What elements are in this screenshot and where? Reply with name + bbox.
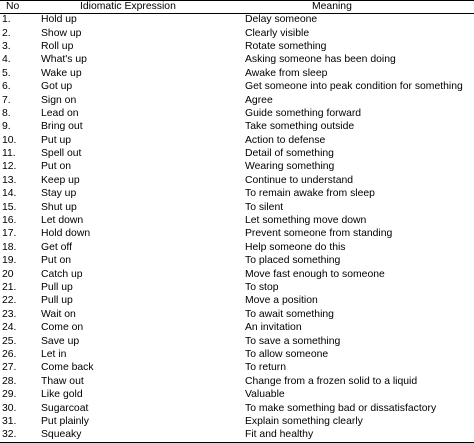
table-row xyxy=(0,107,474,120)
meaning: Action to defense xyxy=(245,134,326,146)
idiomatic-expression: Spell out xyxy=(41,148,82,160)
row-number: 27. xyxy=(2,362,17,374)
table-row xyxy=(0,94,474,107)
idiomatic-expression: Put on xyxy=(41,255,72,267)
meaning: Detail of something xyxy=(245,148,334,160)
meaning: Wearing something xyxy=(245,161,335,173)
table-row xyxy=(0,201,474,214)
table-row xyxy=(0,174,474,187)
row-number: 3. xyxy=(2,40,11,52)
table-row xyxy=(0,362,474,375)
meaning: Get someone into peak condition for something xyxy=(245,81,463,93)
idiomatic-expression: Roll up xyxy=(41,40,74,52)
meaning: Prevent someone from standing xyxy=(245,228,393,240)
row-number: 8. xyxy=(2,107,11,119)
table-row xyxy=(0,40,474,53)
table-row xyxy=(0,228,474,241)
row-number: 11. xyxy=(2,148,16,160)
table-row xyxy=(0,54,474,67)
table-row xyxy=(0,255,474,268)
idiomatic-expression: Sugarcoat xyxy=(41,402,89,414)
table-row xyxy=(0,375,474,388)
idiomatic-expression: Sign on xyxy=(41,94,77,106)
row-number: 14. xyxy=(2,188,17,200)
idiomatic-expression: Show up xyxy=(41,27,82,39)
idiomatic-expression: Put plainly xyxy=(41,415,89,427)
idiomatic-expression: Like gold xyxy=(41,389,83,401)
row-number: 25. xyxy=(2,335,17,347)
table-row xyxy=(0,214,474,227)
idiomatic-expression: Lead on xyxy=(41,107,79,119)
meaning: To stop xyxy=(245,282,279,293)
meaning: To allow someone xyxy=(245,348,329,360)
idiomatic-expression: Come on xyxy=(41,322,84,334)
table-row xyxy=(0,67,474,80)
row-number: 18. xyxy=(2,241,17,253)
idiomatic-expression: Pull up xyxy=(41,282,73,293)
meaning: Agree xyxy=(245,94,273,106)
meaning: Take something outside xyxy=(245,121,355,133)
meaning: Help someone do this xyxy=(245,241,346,253)
row-number: 16. xyxy=(2,215,17,227)
idiomatic-expression: Get off xyxy=(41,241,72,253)
meaning: To save a something xyxy=(245,335,341,347)
row-number: 13. xyxy=(2,174,17,186)
row-number: 29. xyxy=(2,389,17,401)
row-number: 7. xyxy=(2,94,11,106)
idiomatic-expression: Put up xyxy=(41,134,72,146)
meaning: Change from a frozen solid to a liquid xyxy=(245,375,418,387)
idiomatic-expression: Put on xyxy=(41,161,72,173)
idiomatic-expression: Squeaky xyxy=(38,429,240,442)
header-idiomatic-expression: Idiomatic Expression xyxy=(38,1,240,14)
header-meaning: Meaning xyxy=(240,1,474,14)
table-body xyxy=(0,14,474,443)
meaning: To await something xyxy=(245,308,334,320)
idiomatic-expression: Shut up xyxy=(41,201,77,213)
table-row xyxy=(0,27,474,40)
table-row xyxy=(0,335,474,348)
meaning: Awake from sleep xyxy=(245,67,328,79)
idiomatic-expression: Save up xyxy=(41,335,80,347)
idiomatic-expression: Hold up xyxy=(41,14,77,26)
meaning: Let something move down xyxy=(245,215,367,227)
meaning: Continue to understand xyxy=(245,174,354,186)
meaning: Valuable xyxy=(245,389,285,401)
row-number: 30. xyxy=(2,402,17,414)
table-row xyxy=(0,14,474,27)
table-row xyxy=(0,80,474,93)
table-row xyxy=(0,429,474,442)
row-number: 2. xyxy=(2,27,11,39)
row-number: 22. xyxy=(2,295,17,307)
meaning: Fit and healthy xyxy=(240,429,474,442)
idiomatic-expression: Keep up xyxy=(41,174,80,186)
table-row xyxy=(0,295,474,308)
table-header xyxy=(0,1,474,14)
table-row xyxy=(0,268,474,281)
idiomatic-expression: Let in xyxy=(41,348,67,360)
idiomatic-expression: Wake up xyxy=(41,67,82,79)
row-number: 5. xyxy=(2,67,11,79)
table-row xyxy=(0,134,474,147)
row-number: 15. xyxy=(2,201,17,213)
row-number: 17. xyxy=(2,228,17,240)
meaning: Clearly visible xyxy=(245,27,310,39)
meaning: Move a position xyxy=(245,295,318,307)
row-number: 20 xyxy=(2,268,14,280)
meaning: To return xyxy=(245,362,287,374)
row-number: 26. xyxy=(2,348,17,360)
meaning: To silent xyxy=(245,201,284,213)
table-row xyxy=(0,321,474,334)
meaning: Rotate something xyxy=(245,40,327,52)
idiomatic-expression: Come back xyxy=(41,362,94,374)
table-row xyxy=(0,161,474,174)
row-number: 9. xyxy=(2,121,11,133)
meaning: Asking someone has been doing xyxy=(245,54,396,66)
table-row xyxy=(0,348,474,361)
idiomatic-expression: Pull up xyxy=(41,295,73,307)
idiomatic-expression: Thaw out xyxy=(41,375,84,387)
meaning: An invitation xyxy=(245,322,302,334)
idiomatic-expression: Catch up xyxy=(41,268,83,280)
table-row xyxy=(0,241,474,254)
meaning: To placed something xyxy=(245,255,341,267)
idiomatic-expression: Let down xyxy=(41,215,84,227)
idiomatic-expression: Wait on xyxy=(41,308,76,320)
meaning: To remain awake from sleep xyxy=(245,188,375,200)
idiomatic-expression: What's up xyxy=(41,54,87,66)
meaning: Move fast enough to someone xyxy=(245,268,385,280)
table-row xyxy=(0,415,474,428)
row-number: 21. xyxy=(2,282,17,293)
row-number: 10. xyxy=(2,134,17,146)
meaning: Explain something clearly xyxy=(245,415,363,427)
idiomatic-expression: Hold down xyxy=(41,228,91,240)
table-row xyxy=(0,121,474,134)
meaning: Guide something forward xyxy=(245,107,362,119)
meaning: To make something bad or dissatisfactory xyxy=(245,402,437,414)
table-row xyxy=(0,188,474,201)
table-row xyxy=(0,281,474,294)
table-row xyxy=(0,388,474,401)
idiomatic-expression: Stay up xyxy=(41,188,77,200)
header-no: No xyxy=(0,1,38,14)
idiomatic-expression: Got up xyxy=(41,81,73,93)
row-number: 12. xyxy=(2,161,17,173)
row-number: 28. xyxy=(2,375,17,387)
row-number: 6. xyxy=(2,81,11,93)
row-number: 32. xyxy=(0,429,38,442)
row-number: 24. xyxy=(2,322,17,334)
row-number: 19. xyxy=(2,255,17,267)
table-row xyxy=(0,402,474,415)
header-row xyxy=(0,1,474,14)
row-number: 31. xyxy=(2,415,17,427)
table-row xyxy=(0,308,474,321)
table-row xyxy=(0,147,474,160)
row-number: 4. xyxy=(2,54,11,66)
row-number: 1. xyxy=(2,14,11,26)
row-number: 23. xyxy=(2,308,17,320)
meaning: Delay someone xyxy=(245,14,318,26)
idiomatic-expression: Bring out xyxy=(41,121,83,133)
